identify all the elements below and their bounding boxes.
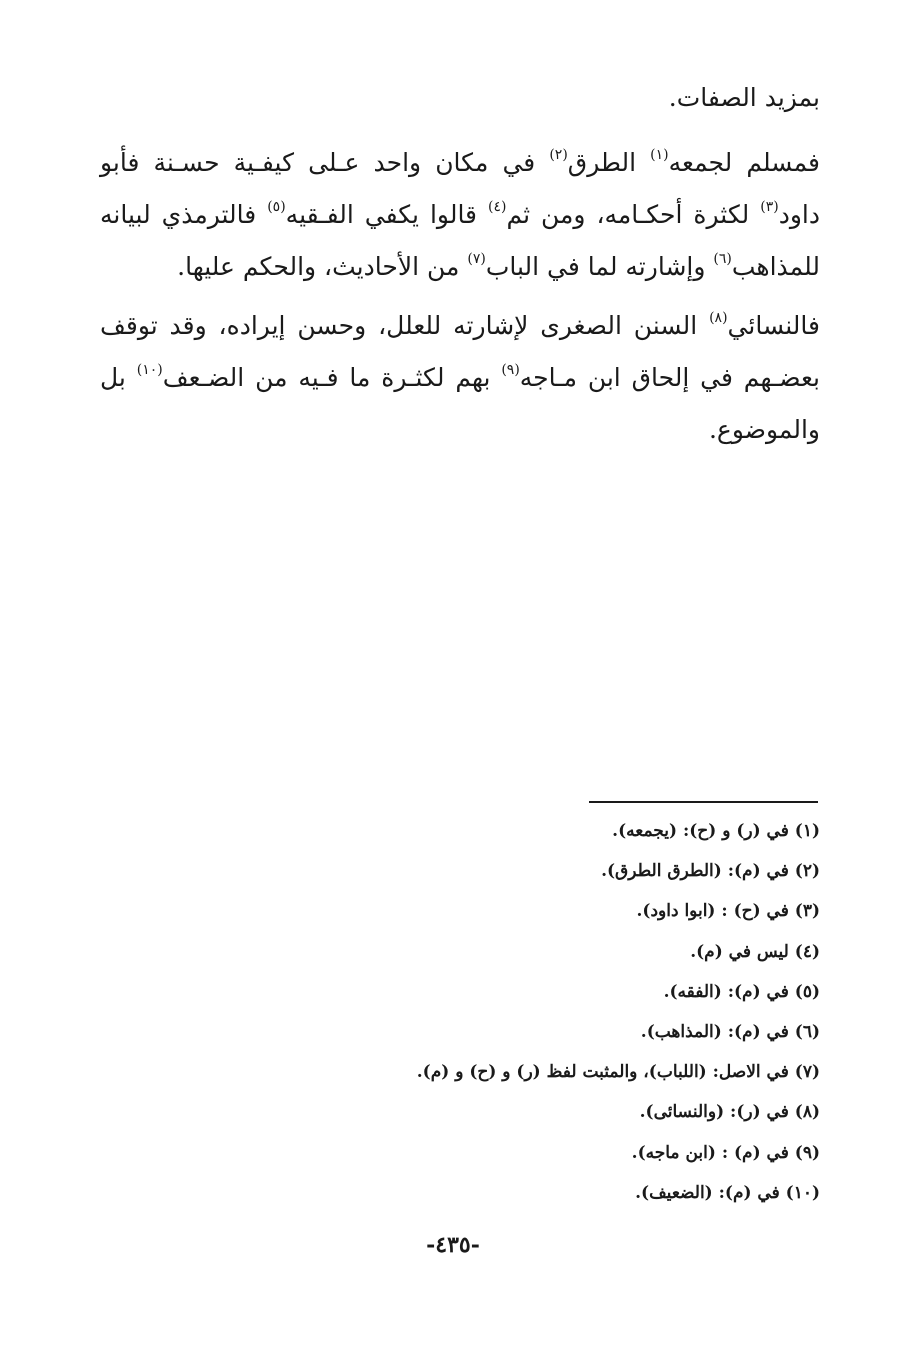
- body-line: والموضوع.: [708, 415, 820, 444]
- footnote-item: (٨) في (ر): (والنسائى).: [639, 1102, 820, 1123]
- text-run: فالترمذي لبيانه: [100, 200, 268, 229]
- text-run: بعضـهم في إلحاق ابن مـاجه: [519, 363, 820, 392]
- text-run: فالنسائي: [727, 311, 820, 340]
- paragraph-muslim-abudawud: [100, 137, 820, 293]
- text-run: بهم لكثـرة ما فـيه من الضـعف: [162, 363, 502, 392]
- footnote-item: (١) في (ر) و (ح): (يجمعه).: [612, 821, 820, 841]
- footnote-ref: (٦): [713, 251, 732, 267]
- footnote-ref: (٢): [549, 147, 568, 163]
- text-run: قالوا يكفي الفـقيه: [285, 200, 488, 229]
- footnote-item: (٤) ليس في (م).: [690, 941, 820, 962]
- footnote-ref: (١٠): [136, 362, 163, 378]
- footnote-ref: (٥): [267, 199, 286, 215]
- footnote-ref: (٤): [487, 199, 507, 215]
- body-line: [100, 300, 820, 352]
- footnote-separator: [589, 801, 818, 803]
- footnote-ref: (٣): [760, 199, 779, 215]
- footnote-ref: (٨): [709, 310, 728, 326]
- body-line: [100, 352, 820, 404]
- footnote-item: (٥) في (م): (الفقه).: [663, 981, 820, 1002]
- footnote-ref: (٩): [501, 362, 520, 378]
- body-line: بمزيد الصفات.: [668, 83, 820, 112]
- footnote-ref: (١): [650, 147, 669, 163]
- text-run: فمسلم لجمعه: [668, 148, 820, 177]
- text-run: للمذاهب: [731, 252, 820, 281]
- text-run: وإشارته لما في الباب: [485, 252, 714, 281]
- text-run: الطرق: [567, 148, 651, 177]
- footnote-item: (١٠) في (م): (الضعيف).: [635, 1182, 820, 1203]
- text-run: في مكان واحد عـلى كيفـية حسـنة فأبو: [100, 148, 550, 177]
- text-run: من الأحاديث، والحكم عليها.: [177, 252, 468, 281]
- footnote-item: (٦) في (م): (المذاهب).: [640, 1022, 820, 1043]
- footnote-item: (٩) في (م) : (ابن ماجه).: [631, 1142, 820, 1163]
- footnote-item: (٧) في الاصل: (اللباب)، والمثبت لفظ (ر) و (ح) و (م).: [416, 1062, 820, 1083]
- footnote-ref: (٧): [467, 251, 486, 267]
- footnotes: [200, 811, 820, 1213]
- text-run: لكثرة أحكـامه، ومن ثم: [506, 200, 761, 229]
- text-run: داود: [778, 200, 820, 229]
- text-run: بل: [100, 363, 137, 392]
- text-run: السنن الصغرى لإشارته للعلل، وحسن إيراده، وقد توقف: [100, 311, 710, 340]
- footnote-item: (٣) في (ح) : (ابوا داود).: [636, 901, 820, 922]
- body-line: [100, 241, 820, 293]
- footnote-item: (٢) في (م): (الطرق الطرق).: [601, 861, 820, 882]
- body-line: [100, 189, 820, 241]
- paragraph-continuation: [100, 72, 820, 124]
- paragraph-nasai-ibnmajah: [100, 300, 820, 456]
- page-number: -٤٣٥-: [426, 1232, 480, 1258]
- body-line: [100, 137, 820, 189]
